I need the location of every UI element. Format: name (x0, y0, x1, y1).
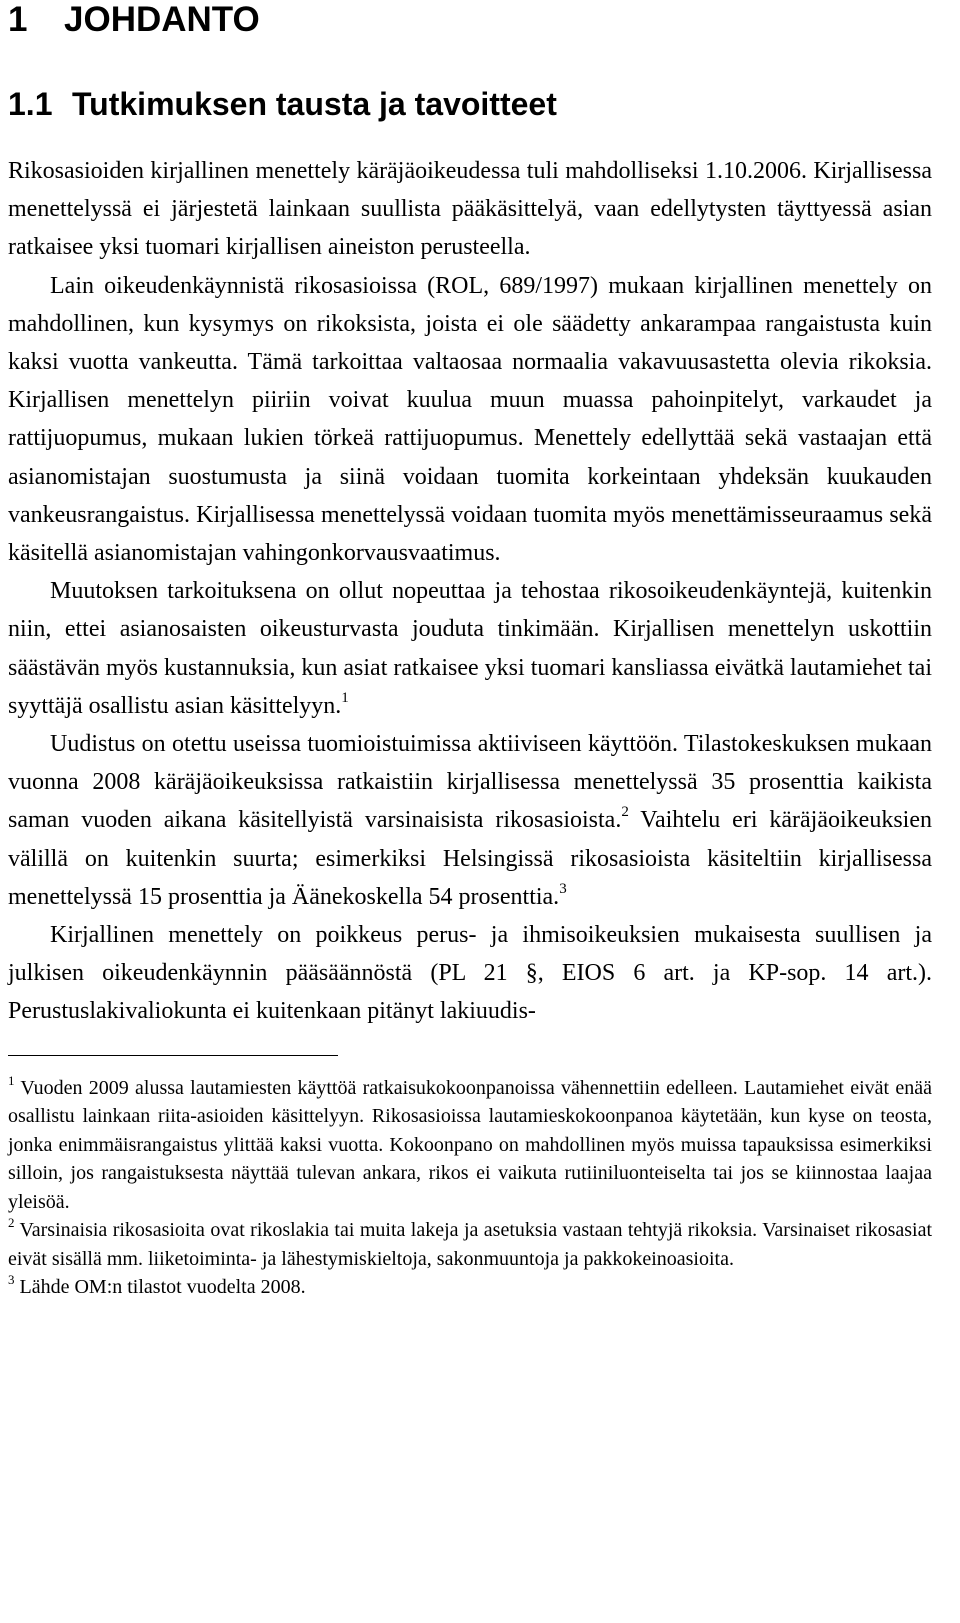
paragraph-3-text: Muutoksen tarkoituksena on ollut nopeuttaa ja tehostaa rikosoikeudenkäyntejä, kuitenkin niin, ettei asianosaisten oikeusturvasta jouduta tinkimään. Kirjallisen menettelyn uskottiin säästävän myös kustannuksia, kun asiat ratkaisee yksi tuomari kansliassa eivätkä lautamiehet tai syyttäjä osallistu asian käsittelyyn. (8, 578, 932, 719)
section-heading (8, 84, 932, 124)
footnote-ref-2[interactable]: 2 (621, 804, 629, 821)
footnote-marker-3: 3 (8, 1272, 15, 1288)
paragraph-4-text-b: Vaihtelu eri käräjäoikeuksien välillä on kuitenkin suurta; esimerkiksi Helsingissä rikosasioista käsiteltiin kirjallisessa menettelyssä 15 prosenttia ja Äänekoskella 54 prosenttia. (8, 807, 932, 910)
footnote-2-text: Varsinaisia rikosasioita ovat rikoslakia tai muita lakeja ja asetuksia vastaan tehtyjä rikoksia. Varsinaiset rikosasiat eivät sisällä mm. liiketoiminta- ja lähestymiskieltoja, sakonmuuntoja ja pakkokeinoasioita. (8, 1219, 932, 1270)
paragraph-4-text-a: Uudistus on otettu useissa tuomioistuimissa aktiiviseen käyttöön. Tilastokeskuksen mukaan vuonna 2008 käräjäoikeuksissa ratkaistiin kirjallisessa menettelyssä 35 prosenttia kaikista saman vuoden aikana käsitellyistä varsinaisista rikosasioista. (8, 731, 932, 834)
footnote-ref-3[interactable]: 3 (559, 880, 567, 897)
chapter-number: 1 (8, 0, 28, 39)
footnote-ref-1[interactable]: 1 (341, 689, 349, 706)
footnote-1-text: Vuoden 2009 alussa lautamiesten käyttöä ratkaisukokoonpanoissa vähennettiin edelleen. Lautamiehet eivät enää osallistu lainkaan riita-asioiden käsittelyyn. Rikosasioissa lautamieskokoonpanoa käytetään, kun kyse on teosta, jonka enimmäisrangaistus ylittää kaksi vuotta. Kokoonpano on mahdollinen myös muissa tapauksissa esimerkiksi silloin, jos rangaistuksesta näyttää tulevan ankara, rikos ei vaikuta rutiiniluonteiselta tai jos se kiinnostaa laajaa yleisöä. (8, 1076, 932, 1213)
footnote-1 (8, 1074, 932, 1217)
footnote-3 (8, 1273, 932, 1302)
paragraph-1: Rikosasioiden kirjallinen menettely käräjäoikeudessa tuli mahdolliseksi 1.10.2006. Kirjallisessa menettelyssä ei järjestetä lainkaan suullista pääkäsittelyä, vaan edellytysten täyttyessä asian ratkaisee yksi tuomari kirjallisen aineiston perusteella. (8, 158, 932, 261)
document-page (8, 0, 932, 1302)
footnote-marker-1: 1 (8, 1072, 15, 1088)
chapter-title: JOHDANTO (64, 0, 260, 39)
paragraph-2: Lain oikeudenkäynnistä rikosasioissa (ROL, 689/1997) mukaan kirjallinen menettely on mahdollinen, kun kysymys on rikoksista, joista ei ole säädetty ankarampaa rangaistusta kuin kaksi vuotta vankeutta. Tämä tarkoittaa valtaosaa normaalia vakavuusastetta olevia rikoksia. Kirjallisen menettelyn piiriin voivat kuulua muun muassa pahoinpitelyt, varkaudet ja rattijuopumus, mukaan lukien törkeä rattijuopumus. Menettely edellyttää sekä vastaajan että asianomistajan suostumusta ja siinä voidaan tuomita korkeintaan yhdeksän kuukauden vankeusrangaistus. Kirjallisessa menettelyssä voidaan tuomita myös menettämisseuraamus sekä käsitellä asianomistajan vahingonkorvausvaatimus. (8, 272, 932, 567)
chapter-heading (8, 0, 932, 40)
paragraph-4 (8, 725, 932, 916)
footnote-separator (8, 1055, 338, 1056)
paragraph-3 (8, 572, 932, 725)
footnote-marker-2: 2 (8, 1215, 15, 1231)
section-number: 1.1 (8, 86, 53, 122)
paragraph-5: Kirjallinen menettely on poikkeus perus- ja ihmisoikeuksien mukaisesta suullisen ja julkisen oikeudenkäynnin pääsäännöstä (PL 21 §, EIOS 6 art. ja KP-sop. 14 art.). Perustuslakivaliokunta ei kuitenkaan pitänyt lakiuudis- (8, 922, 932, 1025)
footnote-2 (8, 1216, 932, 1273)
footnote-3-text: Lähde OM:n tilastot vuodelta 2008. (14, 1276, 306, 1299)
section-title: Tutkimuksen tausta ja tavoitteet (72, 86, 557, 122)
